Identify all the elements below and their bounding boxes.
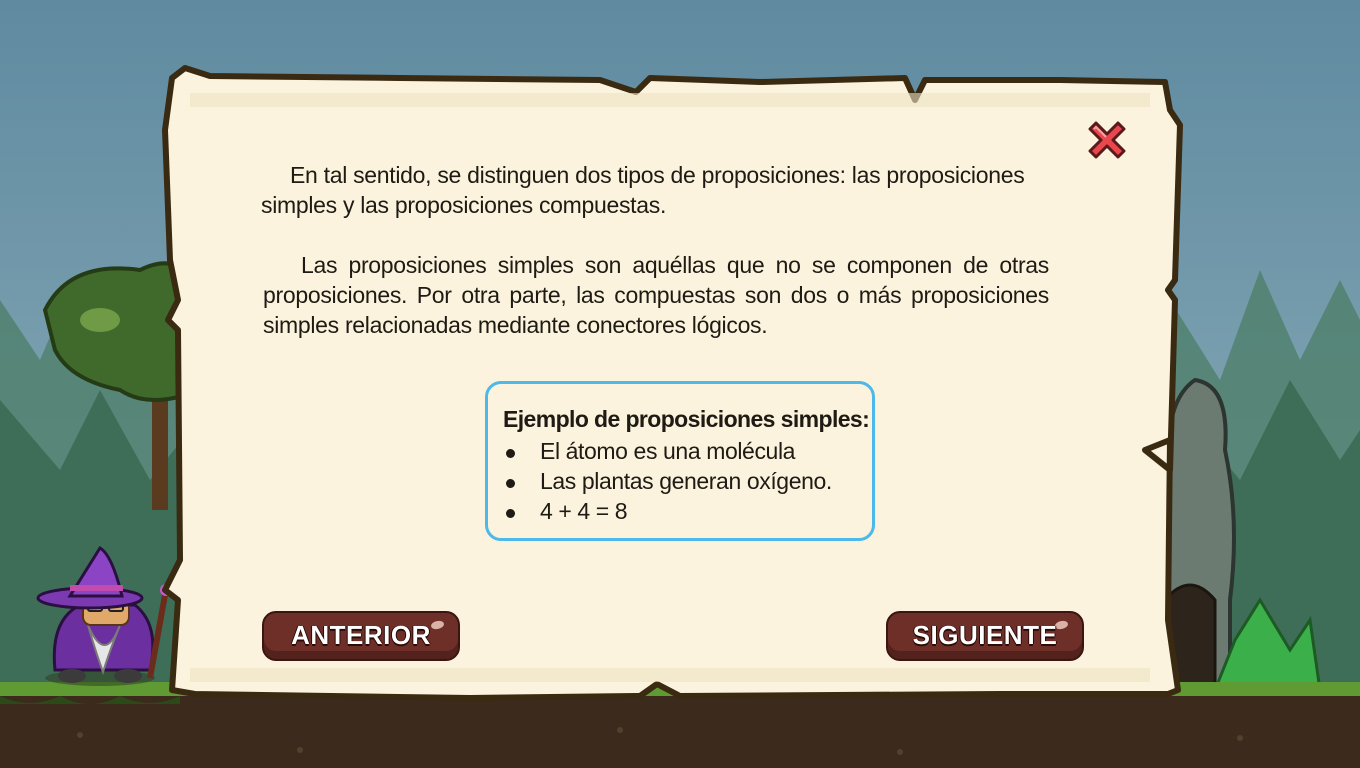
list-item <box>503 436 832 466</box>
list-item <box>503 466 832 496</box>
example-list <box>503 436 832 526</box>
paragraph-definitions-text: Las proposiciones simples son aquéllas que no se componen de otras proposiciones. Por otra parte, las compuestas son dos o más proposiciones simples relacionadas mediante conectores lógicos. <box>263 252 1049 338</box>
paragraph-types-text: En tal sentido, se distinguen dos tipos de proposiciones: las proposiciones simples y las proposiciones compuestas. <box>261 162 1025 218</box>
previous-button-label: ANTERIOR <box>291 620 431 650</box>
paragraph-types <box>261 160 1047 220</box>
next-button[interactable] <box>886 611 1084 661</box>
next-button-label: SIGUIENTE <box>912 620 1058 650</box>
list-item-text: Las plantas generan oxígeno. <box>540 468 832 494</box>
bullet-icon <box>506 479 515 488</box>
close-x-icon[interactable] <box>1084 117 1130 163</box>
list-item <box>503 496 832 526</box>
list-item-text: El átomo es una molécula <box>540 438 796 464</box>
example-box <box>485 381 875 541</box>
previous-button[interactable] <box>262 611 460 661</box>
bullet-icon <box>506 449 515 458</box>
paragraph-definitions <box>263 250 1049 340</box>
example-title: Ejemplo de proposiciones simples: <box>503 406 870 432</box>
list-item-text: 4 + 4 = 8 <box>540 498 628 524</box>
bullet-icon <box>506 509 515 518</box>
